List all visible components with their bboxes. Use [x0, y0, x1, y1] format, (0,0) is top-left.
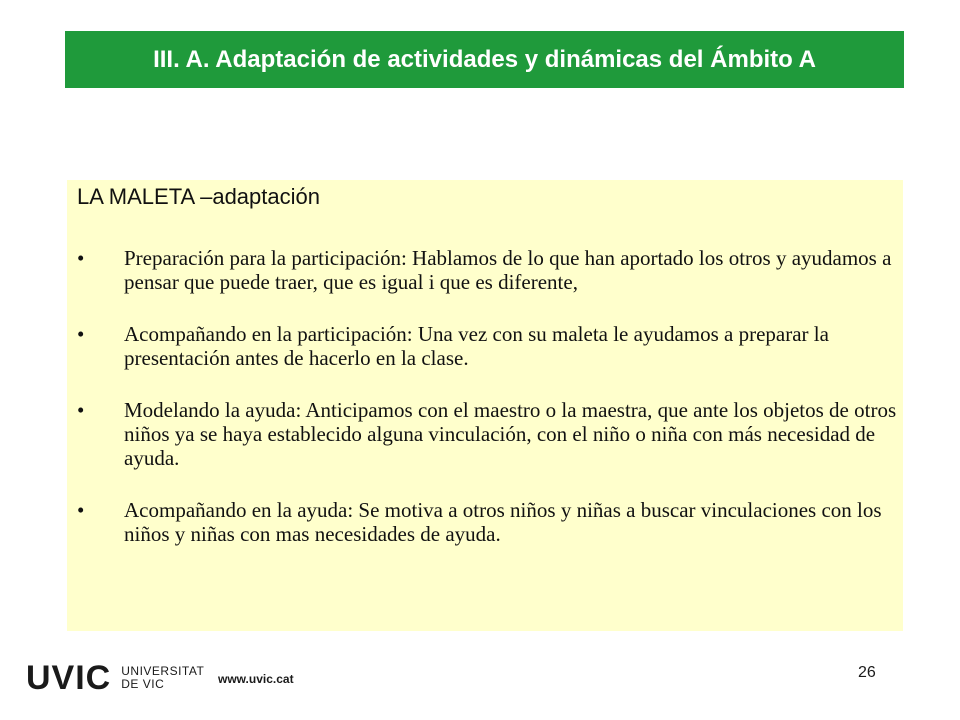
- bullet-dot-icon: •: [77, 498, 85, 522]
- university-name-line1: UNIVERSITAT: [121, 664, 205, 678]
- bullet-text: Acompañando en la participación: Una vez con su maleta le ayudamos a preparar la presentación antes de hacerlo en la clase.: [124, 322, 829, 370]
- footer-url: www.uvic.cat: [218, 672, 294, 686]
- bullet-text: Modelando la ayuda: Anticipamos con el maestro o la maestra, que ante los objetos de otros niños ya se haya establecido alguna vinculación, con el niño o niña con más necesidad de ayuda.: [124, 398, 897, 470]
- bullet-dot-icon: •: [77, 246, 85, 270]
- bullet-item: [67, 246, 903, 294]
- slide-title: III. A. Adaptación de actividades y dinámicas del Ámbito A: [153, 45, 816, 73]
- university-name: [121, 665, 204, 691]
- uvic-logo: [26, 661, 204, 695]
- bullet-item: [67, 398, 903, 470]
- bullet-dot-icon: •: [77, 398, 85, 422]
- bullet-item: [67, 498, 903, 546]
- logo-mark: UVIC: [26, 659, 112, 697]
- title-bar: [65, 31, 904, 88]
- content-heading: LA MALETA –adaptación: [77, 184, 320, 209]
- page-number: 26: [858, 664, 876, 681]
- bullet-text: Acompañando en la ayuda: Se motiva a otros niños y niñas a buscar vinculaciones con los niños y niñas con mas necesidades de ayuda.: [124, 498, 882, 546]
- bullet-list: [67, 246, 903, 546]
- content-box: [67, 180, 903, 631]
- bullet-text: Preparación para la participación: Hablamos de lo que han aportado los otros y ayudamos a pensar que puede traer, que es igual i que es diferente,: [124, 246, 892, 294]
- bullet-item: [67, 322, 903, 370]
- university-name-line2: DE VIC: [121, 677, 165, 691]
- bullet-dot-icon: •: [77, 322, 85, 346]
